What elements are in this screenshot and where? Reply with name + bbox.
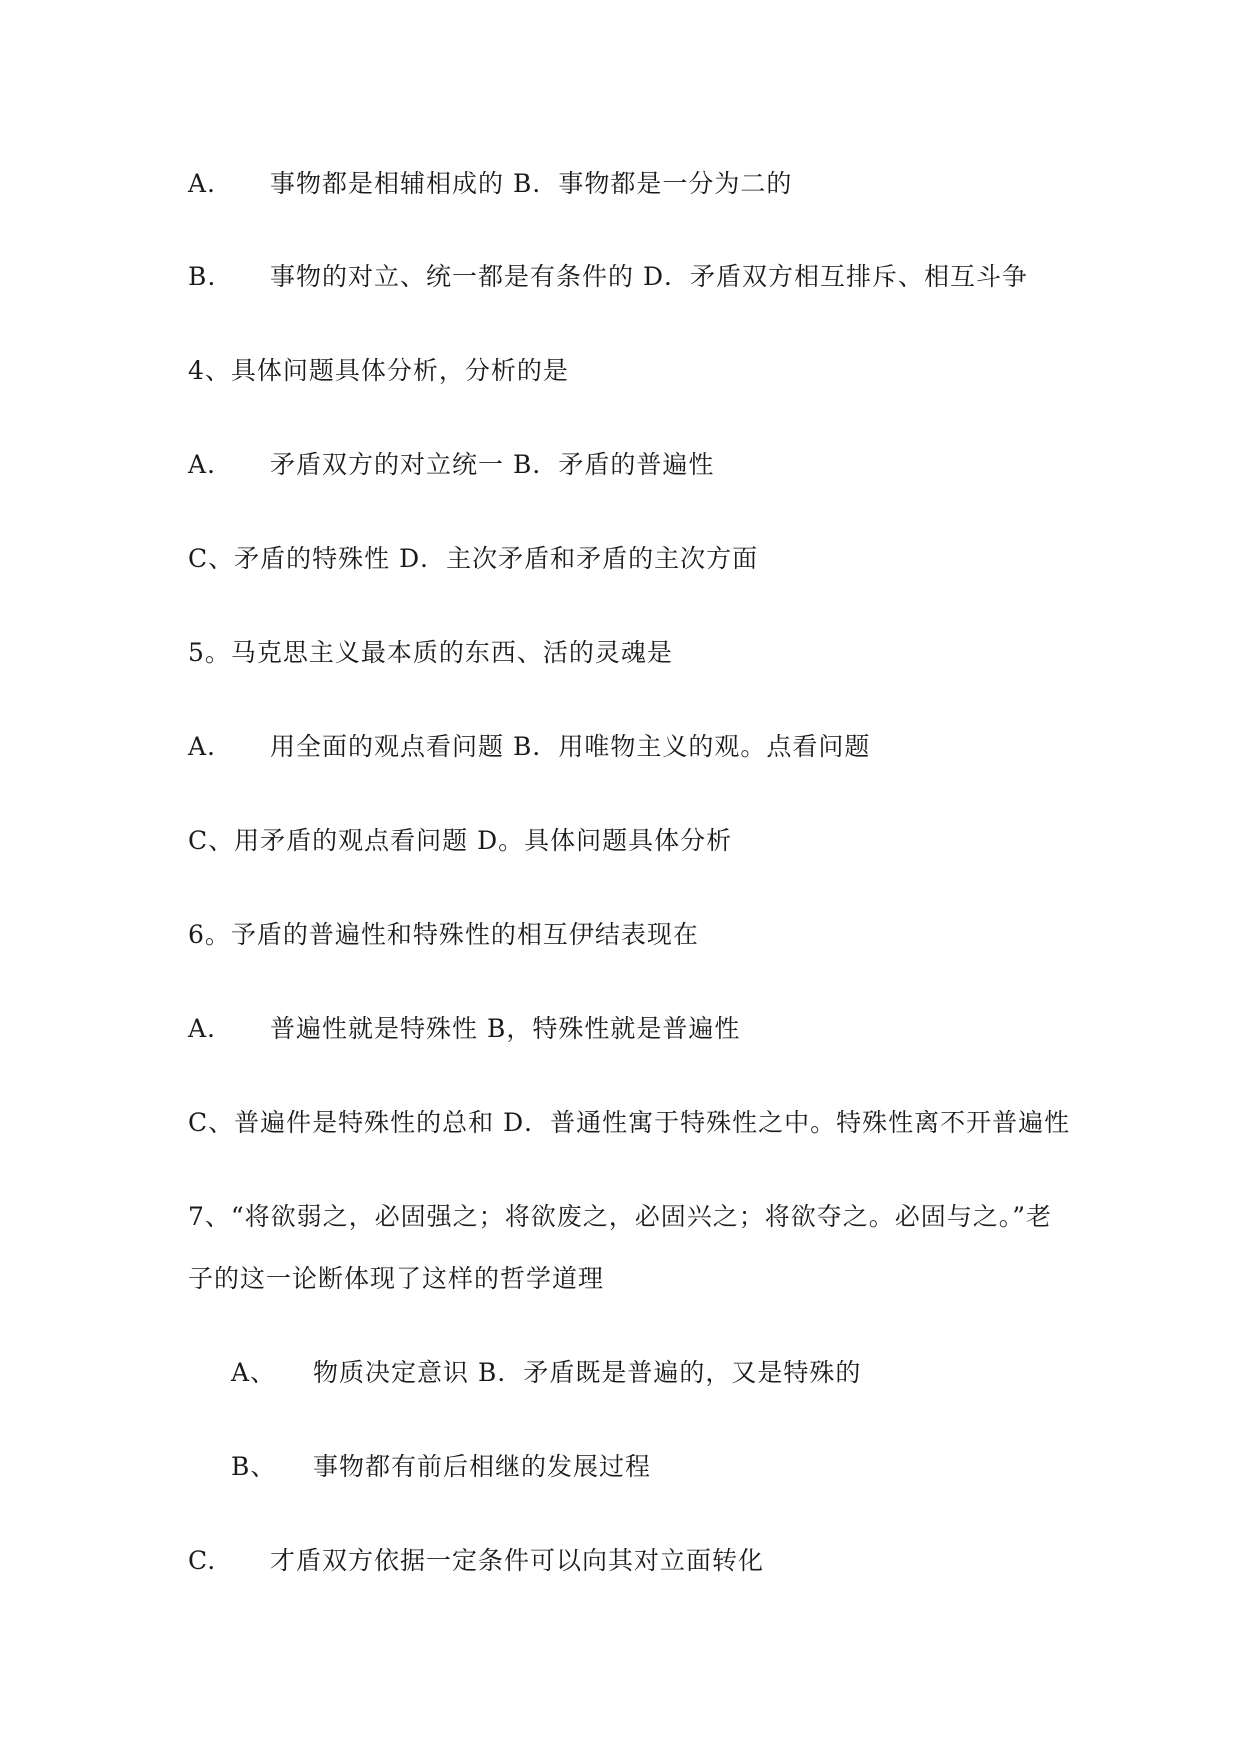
question-text: 4、具体问题具体分析，分析的是 bbox=[188, 356, 569, 385]
option-label: A. bbox=[188, 450, 217, 479]
option-text: C、普遍件是特殊性的总和 D．普通性寓于特殊性之中。特殊性离不开普遍性 bbox=[188, 1108, 1071, 1137]
option-text: C、矛盾的特殊性 D．主次矛盾和矛盾的主次方面 bbox=[188, 544, 759, 573]
option-label: C. bbox=[188, 1546, 217, 1575]
question-7 bbox=[188, 1201, 1052, 1233]
option-line-a bbox=[188, 449, 714, 481]
option-text: 事物都是相辅相成的 B．事物都是一分为二的 bbox=[270, 169, 793, 198]
option-line-a bbox=[231, 1357, 861, 1389]
option-text: 用全面的观点看问题 B．用唯物主义的观。点看问题 bbox=[270, 732, 871, 761]
option-line-b bbox=[188, 261, 1028, 293]
option-label: A. bbox=[188, 169, 217, 198]
option-line-a bbox=[188, 731, 870, 763]
option-text: 矛盾双方的对立统一 B．矛盾的普遍性 bbox=[270, 450, 715, 479]
option-label: A. bbox=[188, 732, 217, 761]
question-4 bbox=[188, 355, 569, 387]
question-text: 5。马克思主义最本质的东西、活的灵魂是 bbox=[188, 638, 673, 667]
option-label: A、 bbox=[231, 1358, 277, 1387]
option-text: 事物都有前后相继的发展过程 bbox=[313, 1452, 652, 1481]
question-text: 7、“将欲弱之，必固强之；将欲废之，必固兴之；将欲夺之。必固与之。”老 bbox=[188, 1202, 1052, 1231]
question-5 bbox=[188, 637, 673, 669]
option-label: A. bbox=[188, 1014, 217, 1043]
option-text: 物质决定意识 B．矛盾既是普遍的，又是特殊的 bbox=[313, 1358, 862, 1387]
option-line-b bbox=[231, 1451, 651, 1483]
question-text: 子的这一论断体现了这样的哲学道理 bbox=[188, 1264, 605, 1293]
option-label: B、 bbox=[231, 1452, 277, 1481]
option-text: 事物的对立、统一都是有条件的 D．矛盾双方相互排斥、相互斗争 bbox=[270, 262, 1028, 291]
option-line-c bbox=[188, 1545, 764, 1577]
option-line-a bbox=[188, 168, 792, 200]
option-text: C、用矛盾的观点看问题 D。具体问题具体分析 bbox=[188, 826, 733, 855]
option-text: 普遍性就是特殊性 B，特殊性就是普遍性 bbox=[270, 1014, 741, 1043]
option-label: B. bbox=[188, 262, 217, 291]
option-text: 才盾双方依据一定条件可以向其对立面转化 bbox=[270, 1546, 765, 1575]
option-line-c bbox=[188, 543, 758, 575]
question-7-continued bbox=[188, 1263, 604, 1295]
option-line-a bbox=[188, 1013, 740, 1045]
option-line-c bbox=[188, 825, 732, 857]
option-line-c bbox=[188, 1107, 1070, 1139]
question-6 bbox=[188, 919, 699, 951]
question-text: 6。予盾的普遍性和特殊性的相互伊结表现在 bbox=[188, 920, 699, 949]
